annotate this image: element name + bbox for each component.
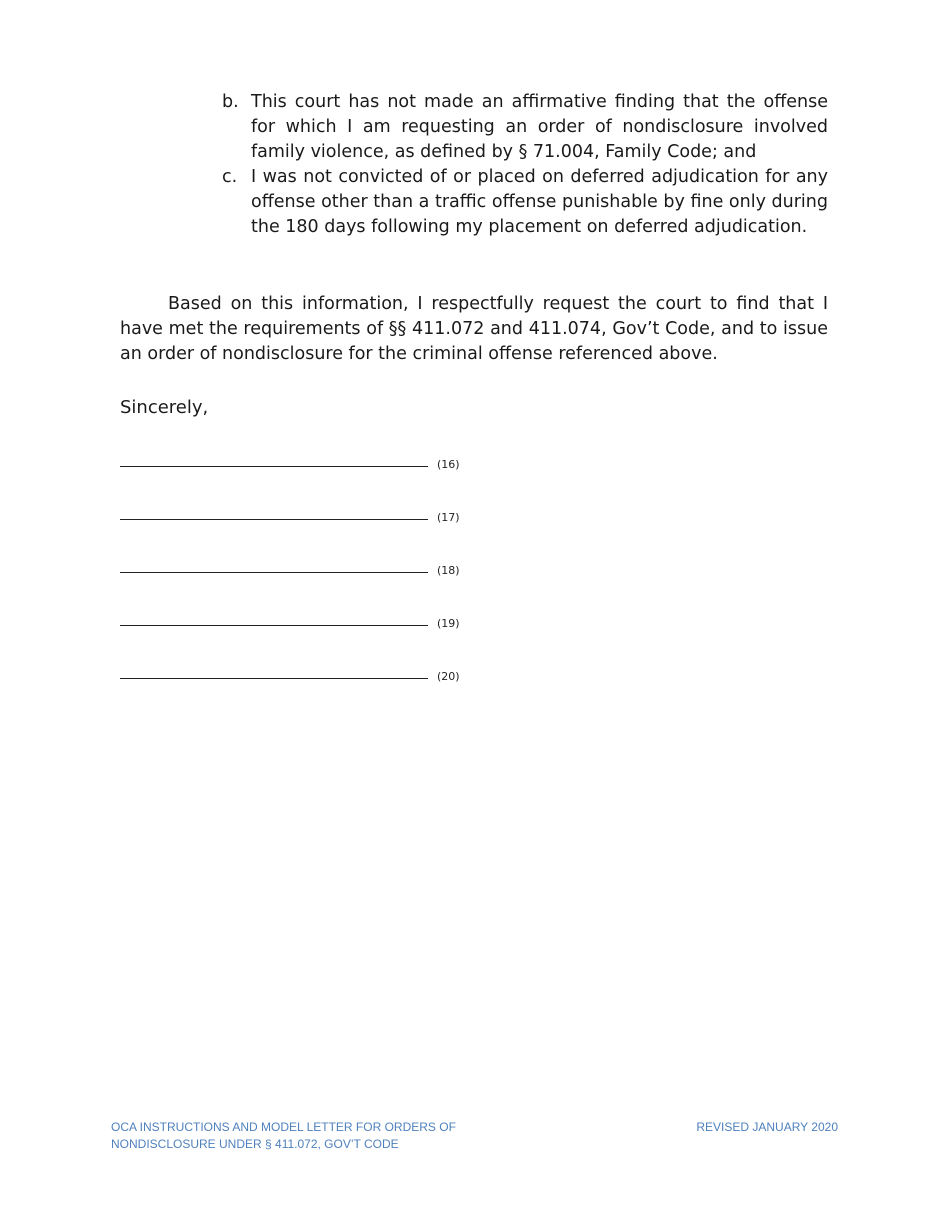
footer-title (111, 1119, 456, 1153)
signature-line-20[interactable] (120, 670, 480, 686)
signature-underline (120, 466, 428, 467)
list-item-text: This court has not made an affirmative finding that the offense for which I am requesting an order of nondisclosure involved family violence, as defined by § 71.004, Family Code; and (251, 92, 828, 162)
signature-line-number: (16) (437, 458, 460, 471)
list-item (222, 165, 828, 240)
closing-salutation: Sincerely, (120, 397, 209, 418)
signature-underline (120, 519, 428, 520)
signature-underline (120, 678, 428, 679)
footer-title-line-1: OCA INSTRUCTIONS AND MODEL LETTER FOR ORDERS OF (111, 1120, 456, 1134)
signature-line-number: (19) (437, 617, 460, 630)
request-paragraph: Based on this information, I respectfully request the court to find that I have met the requirements of §§ 411.072 and 411.074, Gov’t Code, and to issue an order of nondisclosure for the criminal offense referenced above. (120, 294, 828, 364)
list-marker: c. (222, 167, 238, 187)
signature-line-16[interactable] (120, 458, 480, 474)
signature-line-number: (18) (437, 564, 460, 577)
signature-line-number: (17) (437, 511, 460, 524)
requirements-list (222, 90, 828, 240)
footer-title-line-2: NONDISCLOSURE UNDER § 411.072, GOV’T CODE (111, 1137, 399, 1151)
footer-revision-date: REVISED JANUARY 2020 (696, 1120, 838, 1134)
signature-underline (120, 572, 428, 573)
list-item-text: I was not convicted of or placed on deferred adjudication for any offense other than a traffic offense punishable by fine only during the 180 days following my placement on deferred adjudication. (251, 167, 828, 237)
signature-line-17[interactable] (120, 511, 480, 527)
signature-line-18[interactable] (120, 564, 480, 580)
list-item (222, 90, 828, 165)
signature-underline (120, 625, 428, 626)
list-marker: b. (222, 92, 239, 112)
signature-line-number: (20) (437, 670, 460, 683)
signature-line-19[interactable] (120, 617, 480, 633)
